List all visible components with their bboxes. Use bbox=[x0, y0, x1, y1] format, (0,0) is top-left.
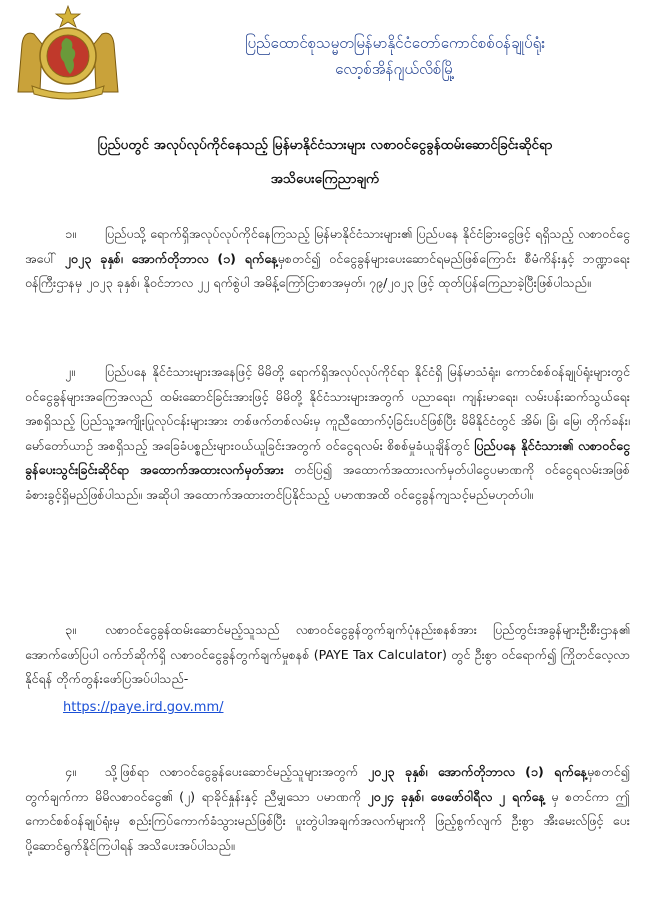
paragraph-text: မှ စတင်ကာ ဤကောင်စစ်ဝန်ချုပ်ရုံးမှ စည်းကြပ်ကောက်ခံသွားမည်ဖြစ်ပြီး ပူးတွဲပါအချက်အလက်များကို ဖြည့်စွက်လျက် ဦးစွာ အီးမေးလ်ဖြင့် ပေးပို့ဆောင်ရွက်နိုင်ကြပါရန် အသိပေးအပ်ပါသည်။ bbox=[25, 788, 630, 853]
announcement-title bbox=[20, 128, 630, 196]
paragraph-text: မှစတင်၍ တွက်ချက်ကာ မိမိလစာဝင်ငွေ၏ (၂) ရာခိုင်နှုန်းနှင့် ညီမျှသော ပမာဏကို bbox=[25, 764, 631, 804]
org-line-2: လော့စ်အိန်ဂျယ်လိစ်မြို့ bbox=[335, 60, 455, 78]
effective-date: ၂၀၂၃ ခုနှစ်၊ အောက်တိုဘာလ (၁) ရက်နေ့ bbox=[64, 250, 278, 266]
paragraph-1 bbox=[25, 222, 630, 296]
paragraph-number: ၁။ bbox=[65, 226, 76, 241]
org-line-1: ပြည်ထောင်စုသမ္မတမြန်မာနိုင်ငံတော်ကောင်စစ်ဝန်ချုပ်ရုံး bbox=[244, 34, 546, 52]
collection-start-date: ၂၀၂၄ ခုနှစ်၊ ဖေဖော်ဝါရီလ ၂ ရက်နေ့ bbox=[367, 788, 545, 804]
paragraph-number: ၄။ bbox=[65, 764, 76, 779]
paragraph-2 bbox=[25, 360, 630, 507]
paragraph-number: ၂။ bbox=[65, 364, 75, 379]
letterhead bbox=[0, 0, 650, 110]
certificate-emphasis: ပြည်ပနေ နိုင်ငံသား၏ လစာဝင်ငွေခွန်ပေးသွင်းခြင်းဆိုင်ရာ အထောက်အထားလက်မှတ်အား bbox=[25, 437, 630, 477]
title-line-1: ပြည်ပတွင် အလုပ်လုပ်ကိုင်နေသည့် မြန်မာနိုင်ငံသားများ လစာဝင်ငွေခွန်ထမ်းဆောင်ခြင်းဆိုင်ရာ bbox=[97, 137, 553, 153]
paragraph-3 bbox=[25, 618, 630, 692]
paragraph-text: မှစတင်၍ ဝင်ငွေခွန်များပေးဆောင်ရမည်ဖြစ်ကြောင်း စီမံကိန်းနှင့် ဘဏ္ဍာရေးဝန်ကြီးဌာနမှ ၂၀၂၃ ခုနှစ်၊ နိုဝင်ဘာလ ၂၂ ရက်စွဲပါ အမိန့်ကြော်ငြာစာအမှတ်၊ ၇၉/၂၀၂၃ ဖြင့် ထုတ်ပြန်ကြေညာခဲ့ပြီးဖြစ်ပါသည်။ bbox=[25, 250, 630, 290]
paragraph-text: ပြည်ပသို့ ရောက်ရှိအလုပ်လုပ်ကိုင်နေကြသည့် မြန်မာနိုင်ငံသားများ၏ ပြည်ပနေ နိုင်ငံခြားငွေဖြင့် ရရှိသည့် လစာဝင်ငွေအပေါ် bbox=[25, 226, 630, 266]
myanmar-state-seal-icon bbox=[12, 4, 124, 100]
paragraph-text: လစာဝင်ငွေခွန်ထမ်းဆောင်မည့်သူသည် လစာဝင်ငွေခွန်တွက်ချက်ပုံနည်းစနစ်အား ပြည်တွင်းအခွန်များဦးစီးဌာန၏ အောက်ဖော်ပြပါ ဝက်ဘ်ဆိုက်ရှိ လစာဝင်ငွေခွန်တွက်ချက်မှုစနစ် (PAYE Tax Calculator) တွင် ဦးစွာ ဝင်ရောက်၍ ကြိုတင်လေ့လာနိုင်ရန် တိုက်တွန်းဖော်ပြအပ်ပါသည်- bbox=[25, 622, 630, 686]
paragraph-text: ပြည်ပနေ နိုင်ငံသားများအနေဖြင့် မိမိတို့ ရောက်ရှိအလုပ်လုပ်ကိုင်ရာ နိုင်ငံရှိ မြန်မာသံရုံး၊ ကောင်စစ်ဝန်ချုပ်ရုံးများတွင် ဝင်ငွေခွန်များအကြေအလည် ထမ်းဆောင်ခြင်းအားဖြင့် မိမိတို့ နိုင်ငံသားများအတွက် ပညာရေး၊ ကျန်းမာရေး၊ လမ်းပန်းဆက်သွယ်ရေး အစရှိသည့် ပြည်သူ့အကျိုးပြုလုပ်ငန်းများအား တစ်ဖက်တစ်လမ်းမှ ကူညီထောက်ပံ့ခြင်းပင်ဖြစ်ပြီး မိမိနိုင်ငံတွင် အိမ်၊ ခြံ၊ မြေ၊ တိုက်ခန်း၊ မော်တော်ယာဉ် အစရှိသည့် အခြေခံပစ္စည်းများဝယ်ယူခြင်းအတွက် ဝင်ငွေရလမ်း စိစစ်မှုခံယူချိန်တွင် bbox=[25, 364, 630, 453]
paragraph-text: တင်ပြ၍ အထောက်အထားလက်မှတ်ပါငွေပမာဏကို ဝင်ငွေရလမ်းအဖြစ် ခံစားခွင့်ရှိမည်ဖြစ်ပါသည်။ အဆိုပါ အထောက်အထားတင်ပြနိုင်သည့် ပမာဏအထိ ဝင်ငွေခွန်ကျသင့်မည်မဟုတ်ပါ။ bbox=[25, 462, 630, 502]
organization-name bbox=[150, 30, 640, 82]
effective-date: ၂၀၂၃ ခုနှစ်၊ အောက်တိုဘာလ (၁) ရက်နေ့ bbox=[367, 764, 588, 779]
paye-calculator-link[interactable]: https://paye.ird.gov.mm/ bbox=[63, 700, 224, 715]
paragraph-number: ၃။ bbox=[65, 622, 76, 637]
title-line-2: အသိပေးကြေညာချက် bbox=[270, 171, 380, 187]
paragraph-text: သို့ဖြစ်ရာ လစာဝင်ငွေခွန်ပေးဆောင်မည့်သူများအတွက် bbox=[105, 764, 368, 779]
paragraph-4 bbox=[25, 760, 630, 858]
